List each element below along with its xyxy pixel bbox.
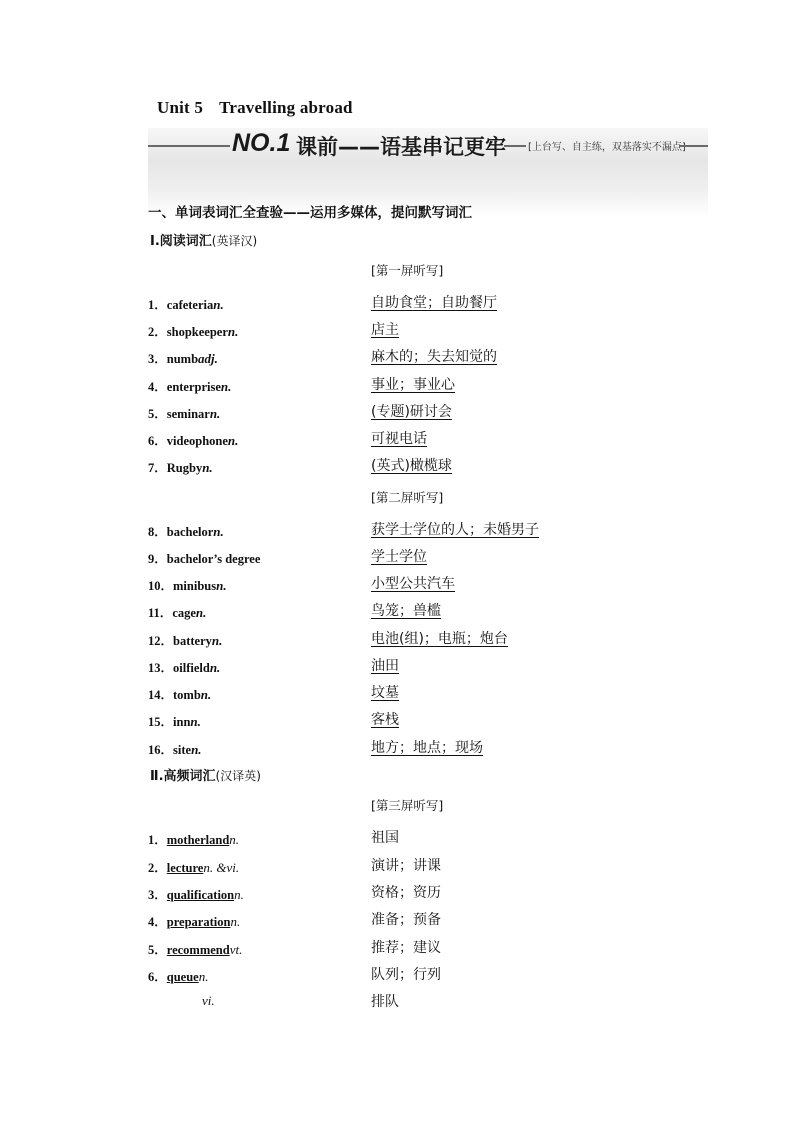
vocab-meaning: 排队: [371, 994, 399, 1010]
vocab-number: 12．: [148, 634, 174, 648]
banner-rule-middle: [504, 145, 526, 147]
vocab-pos: n.: [200, 687, 212, 702]
vocab-row: [148, 911, 668, 931]
vocab-row: [148, 321, 668, 341]
screen-label-2: [第二屏听写]: [371, 490, 444, 505]
vocab-row: [148, 521, 668, 541]
vocab-pos: n.: [230, 914, 241, 929]
vocab-number: 5．: [148, 943, 167, 957]
vocab-word: battery: [173, 634, 212, 648]
vocab-meaning: 地方；地点；现场: [371, 740, 483, 756]
vocab-number: 16．: [148, 743, 174, 757]
vocab-number: 7．: [148, 461, 167, 475]
vocab-number: 14．: [148, 688, 174, 702]
vocab-pos: vt.: [229, 942, 243, 957]
vocab-row: [148, 348, 668, 368]
part-2-label: Ⅱ.高频词汇: [150, 769, 216, 784]
vocab-word: seminar: [166, 407, 210, 421]
vocab-meaning: (英式)橄榄球: [371, 458, 452, 474]
vocab-meaning: 祖国: [371, 830, 399, 846]
vocab-meaning: 坟墓: [371, 685, 399, 701]
vocab-number: 4．: [148, 380, 167, 394]
banner-subtitle: [上台写、自主练，双基落实不漏点]: [528, 142, 686, 153]
banner-rule-right: [680, 145, 708, 147]
vocab-pos: n.: [211, 633, 223, 648]
vocab-number: 3．: [148, 888, 167, 902]
unit-label: Unit 5: [157, 98, 204, 117]
vocab-word: inn: [173, 715, 191, 729]
vocab-pos: n.: [202, 460, 213, 475]
vocab-row: [148, 939, 668, 959]
vocab-meaning: 资格；资历: [371, 885, 441, 901]
vocab-meaning: 学士学位: [371, 549, 427, 565]
vocab-meaning: 鸟笼；兽槛: [371, 603, 441, 619]
banner-rule-left: [148, 145, 230, 147]
vocab-pos: n.: [213, 297, 224, 312]
vocab-number: 2．: [148, 861, 167, 875]
vocab-row: [148, 630, 668, 650]
vocab-meaning: 准备；预备: [371, 912, 441, 928]
vocab-number: 15．: [148, 715, 174, 729]
vocab-meaning: (专题)研讨会: [371, 404, 452, 420]
vocab-word: cafeteria: [166, 298, 214, 312]
vocab-word: bachelor’s degree: [166, 552, 261, 566]
vocab-pos: n.: [229, 832, 240, 847]
screen-label-3: [第三屏听写]: [371, 798, 444, 813]
vocab-number: 3．: [148, 352, 167, 366]
part-1-tag: (英译汉): [211, 234, 258, 248]
part-1-heading: [150, 230, 257, 249]
vocab-pos: vi.: [202, 993, 215, 1008]
vocab-row: [148, 294, 668, 314]
vocab-number: 1．: [148, 833, 167, 847]
vocab-row: [148, 829, 668, 849]
vocab-word: lecture: [166, 861, 204, 875]
vocab-meaning: 演讲；讲课: [371, 858, 441, 874]
vocab-row: [148, 376, 668, 396]
vocab-row: [148, 403, 668, 423]
vocab-pos: n.: [191, 742, 202, 757]
part-2-heading: [150, 765, 261, 784]
vocab-word: shopkeeper: [166, 325, 228, 339]
vocab-row: [148, 548, 668, 568]
vocab-pos: n.: [227, 324, 239, 339]
vocab-row: [148, 993, 668, 1013]
vocab-row: [148, 657, 668, 677]
vocab-pos: n.: [216, 578, 227, 593]
vocab-word: tomb: [173, 688, 201, 702]
vocab-word: Rugby: [166, 461, 203, 475]
vocab-word: videophone: [166, 434, 228, 448]
vocab-meaning: 麻木的；失去知觉的: [371, 349, 497, 365]
vocab-row: [148, 711, 668, 731]
vocab-meaning: 油田: [371, 658, 399, 674]
banner-number: NO.1: [232, 129, 291, 157]
vocab-word: motherland: [166, 833, 230, 847]
vocab-pos: n.: [220, 379, 232, 394]
section-heading: 一、单词表词汇全查验——运用多媒体，提问默写词汇: [148, 205, 472, 221]
vocab-word: qualification: [166, 888, 235, 902]
vocab-word: preparation: [166, 915, 231, 929]
vocab-meaning: 店主: [371, 322, 399, 338]
vocab-row: [148, 884, 668, 904]
part-2-tag: (汉译英): [215, 769, 261, 783]
vocab-meaning: 自助食堂；自助餐厅: [371, 295, 497, 311]
vocab-word: cage: [172, 606, 196, 620]
vocab-number: 6．: [148, 434, 167, 448]
vocab-word: oilfield: [173, 661, 210, 675]
vocab-word: recommend: [166, 943, 230, 957]
vocab-pos: n.: [209, 406, 221, 421]
banner-main-title: 课前——语基串记更牢: [296, 135, 506, 159]
vocab-number: 10．: [148, 579, 174, 593]
vocab-word: minibus: [173, 579, 217, 593]
vocab-row: [148, 966, 668, 986]
vocab-pos: n.: [195, 605, 207, 620]
unit-heading: [157, 98, 353, 118]
vocab-row: [148, 430, 668, 450]
vocab-word: bachelor: [166, 525, 214, 539]
vocab-pos: n. &vi.: [203, 860, 240, 875]
vocab-number: 6．: [148, 970, 167, 984]
vocab-word: site: [173, 743, 192, 757]
vocab-meaning: 获学士学位的人；未婚男子: [371, 522, 539, 538]
vocab-pos: n.: [198, 969, 209, 984]
vocab-number: 5．: [148, 407, 167, 421]
vocab-number: 1．: [148, 298, 167, 312]
vocab-row: [148, 684, 668, 704]
vocab-row: [148, 575, 668, 595]
unit-title-text: Travelling abroad: [219, 98, 353, 117]
vocab-number: 11．: [148, 606, 173, 620]
vocab-meaning: 客栈: [371, 712, 399, 728]
vocab-row: [148, 457, 668, 477]
vocab-number: 4．: [148, 915, 167, 929]
vocab-number: 8．: [148, 525, 167, 539]
vocab-pos: n.: [209, 660, 221, 675]
vocab-meaning: 小型公共汽车: [371, 576, 455, 592]
vocab-meaning: 可视电话: [371, 431, 427, 447]
vocab-meaning: 电池(组)；电瓶；炮台: [371, 631, 508, 647]
vocab-pos: n.: [234, 887, 244, 902]
vocab-pos: n.: [227, 433, 239, 448]
vocab-word: numb: [166, 352, 199, 366]
vocab-number: 2．: [148, 325, 167, 339]
vocab-pos: n.: [213, 524, 224, 539]
vocab-meaning: 事业；事业心: [371, 377, 455, 393]
vocab-pos: adj.: [198, 351, 218, 366]
vocab-row: [148, 602, 668, 622]
vocab-row: [148, 739, 668, 759]
vocab-number: 13．: [148, 661, 174, 675]
part-1-label: Ⅰ.阅读词汇: [150, 234, 212, 249]
vocab-word: queue: [166, 970, 199, 984]
vocab-meaning: 推荐；建议: [371, 940, 441, 956]
vocab-word: enterprise: [166, 380, 221, 394]
vocab-number: 9．: [148, 552, 167, 566]
screen-label-1: [第一屏听写]: [371, 263, 444, 278]
vocab-row: [148, 857, 668, 877]
vocab-meaning: 队列；行列: [371, 967, 441, 983]
vocab-pos: n.: [190, 714, 201, 729]
